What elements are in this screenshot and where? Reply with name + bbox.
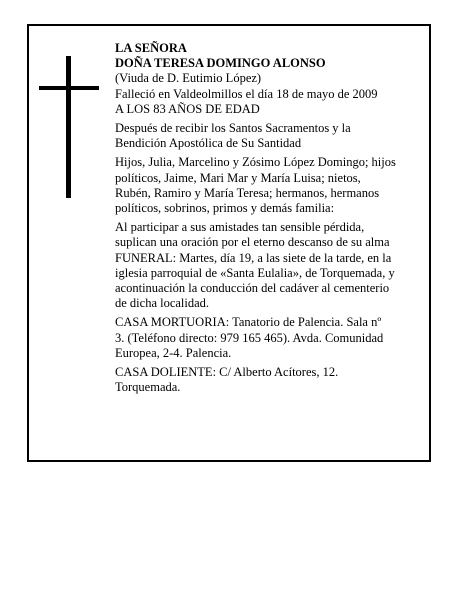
sacraments-line: Después de recibir los Santos Sacramentos y la bbox=[115, 121, 351, 136]
mortuary-line: 3. (Teléfono directo: 979 165 465). Avda. Comunidad bbox=[115, 330, 384, 345]
notice-text bbox=[115, 41, 425, 395]
deceased-name: DOÑA TERESA DOMINGO ALONSO bbox=[115, 56, 326, 71]
family-line: Hijos, Julia, Marcelino y Zósimo López Domingo; hijos bbox=[115, 155, 396, 170]
funeral-line: acontinuación la conducción del cadáver al cementerio bbox=[115, 281, 390, 296]
cross-horizontal-bar bbox=[39, 86, 99, 90]
funeral-line: de dicha localidad. bbox=[115, 296, 210, 311]
obituary-notice bbox=[27, 24, 431, 462]
mortuary-line: Europea, 2-4. Palencia. bbox=[115, 345, 232, 360]
heading-title: LA SEÑORA bbox=[115, 41, 187, 55]
family-paragraph bbox=[115, 155, 425, 216]
funeral-line: iglesia parroquial de «Santa Eulalia», de Torquemada, y bbox=[115, 265, 395, 280]
cross-vertical-bar bbox=[66, 56, 71, 198]
request-line: suplican una oración por el eterno descanso de su alma bbox=[115, 235, 390, 250]
sacraments-line: Bendición Apostólica de Su Santidad bbox=[115, 136, 302, 151]
sacraments-paragraph bbox=[115, 121, 425, 151]
family-line: políticos, Jaime, Mari Mar y María Luisa; nietos, bbox=[115, 170, 361, 185]
mortuary-line: CASA MORTUORIA: Tanatorio de Palencia. Sala nº bbox=[115, 315, 382, 330]
mourning-house-line: CASA DOLIENTE: C/ Alberto Acítores, 12. bbox=[115, 365, 339, 380]
death-details: Falleció en Valdeolmillos el día 18 de mayo de 2009 bbox=[115, 86, 378, 101]
widow-of-line: (Viuda de D. Eutimio López) bbox=[115, 71, 262, 86]
request-line: Al participar a sus amistades tan sensible pérdida, bbox=[115, 220, 365, 235]
mourning-house-paragraph bbox=[115, 365, 425, 395]
age-line: A LOS 83 AÑOS DE EDAD bbox=[115, 101, 260, 116]
request-paragraph bbox=[115, 220, 425, 250]
cross-icon bbox=[39, 56, 99, 198]
funeral-line: FUNERAL: Martes, día 19, a las siete de la tarde, en la bbox=[115, 250, 392, 265]
mortuary-paragraph bbox=[115, 315, 425, 361]
family-line: Rubén, Ramiro y María Teresa; hermanos, hermanos bbox=[115, 185, 380, 200]
mourning-house-line: Torquemada. bbox=[115, 380, 181, 395]
family-line: políticos, sobrinos, primos y demás familia: bbox=[115, 201, 335, 216]
